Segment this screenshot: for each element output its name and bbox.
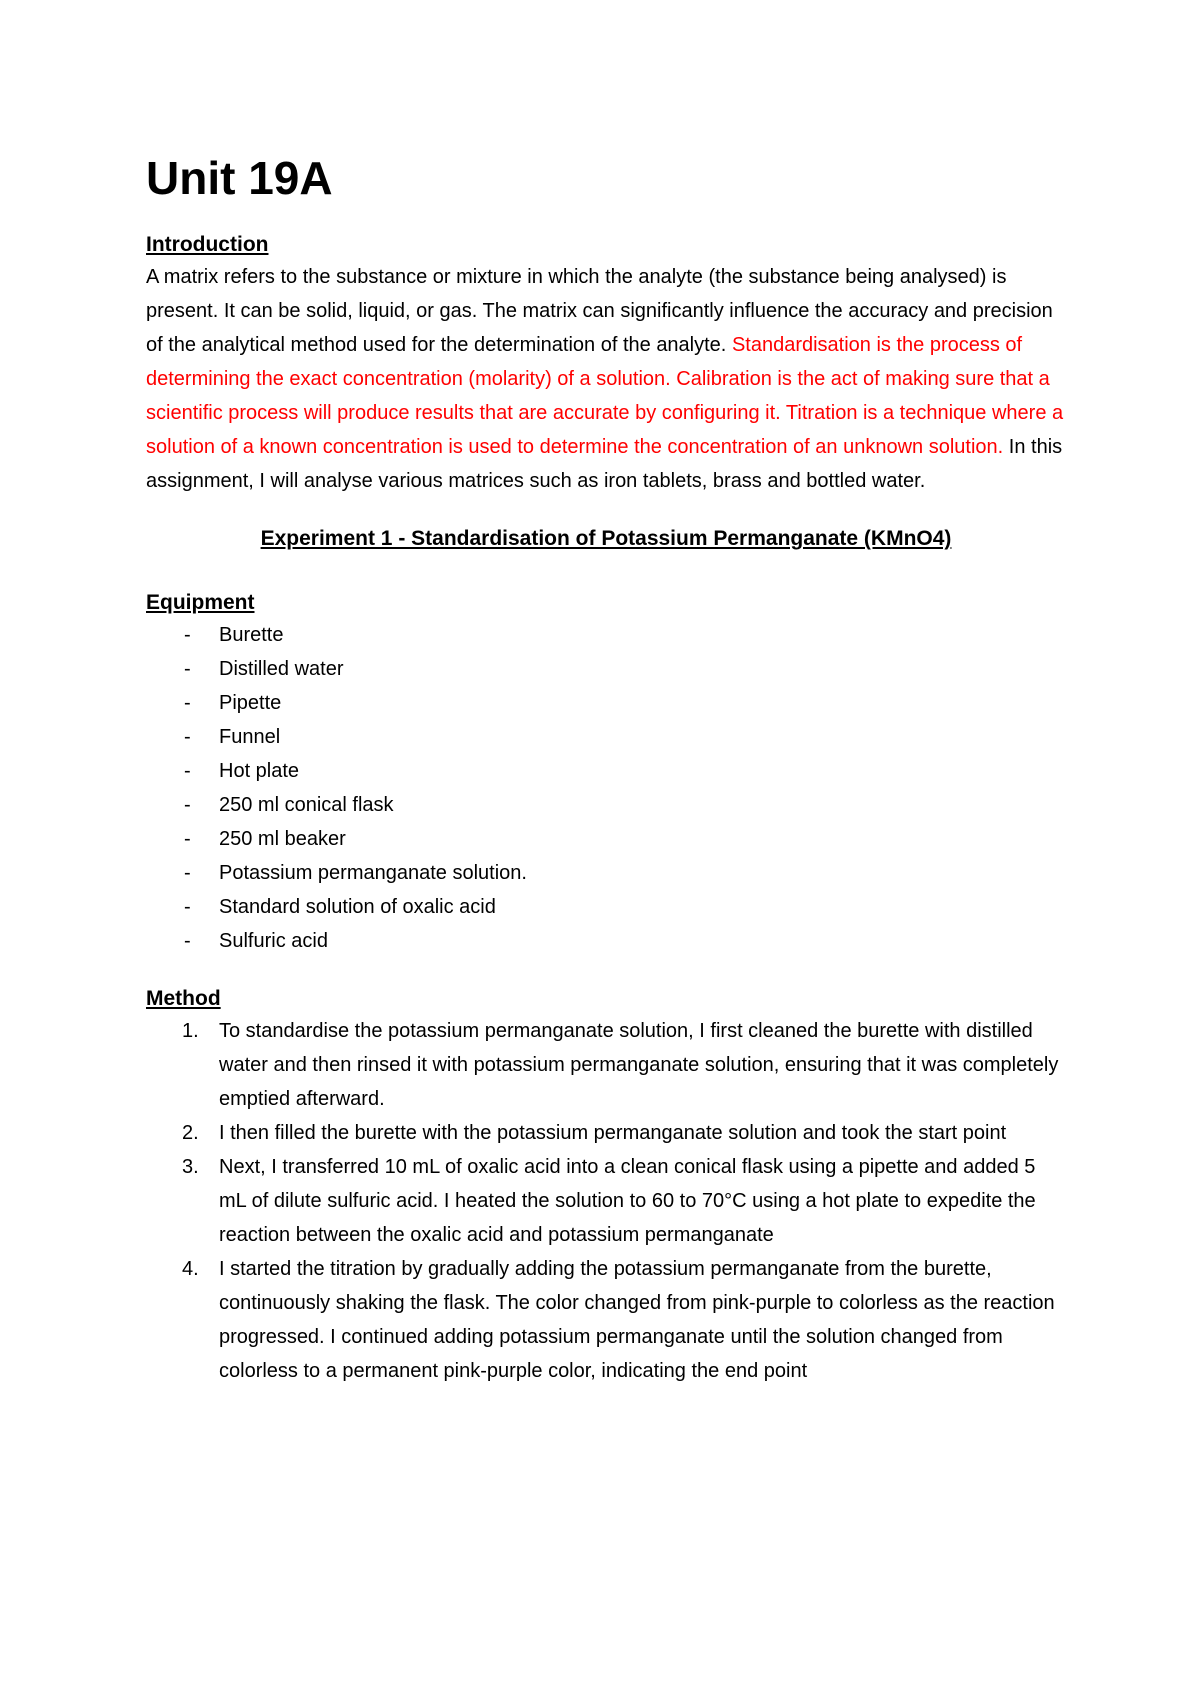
bullet-dash: - [184,624,191,646]
intro-text-part-2: In this assignment, I will analyse various matrices such as iron tablets, brass and bottled water. [146,436,1063,492]
list-item [146,1150,1066,1252]
bullet-dash: - [184,658,191,680]
list-item [146,1014,1066,1116]
step-text: To standardise the potassium permanganate solution, I first cleaned the burette with distilled water and then rinsed it with potassium permanganate solution, ensuring that it was completely emptied afterward. [219,1020,1059,1110]
equipment-item-text: Hot plate [219,760,300,782]
list-item [146,1116,1066,1150]
method-section [146,984,1066,1388]
list-item [146,856,1066,890]
method-heading: Method [146,987,221,1010]
list-item [146,890,1066,924]
bullet-dash: - [184,692,191,714]
bullet-dash: - [184,760,191,782]
step-number: 1. [182,1020,199,1042]
experiment-heading: Experiment 1 - Standardisation of Potassium Permanganate (KMnO4) [260,527,952,550]
equipment-item-text: Funnel [219,726,281,748]
list-item [146,924,1066,958]
equipment-section [146,588,1066,958]
equipment-item-text: Standard solution of oxalic acid [219,896,496,918]
bullet-dash: - [184,726,191,748]
list-item [146,754,1066,788]
bullet-dash: - [184,862,191,884]
equipment-heading: Equipment [146,591,255,614]
document-page [146,150,1066,1388]
bullet-dash: - [184,794,191,816]
equipment-item-text: Potassium permanganate solution. [219,862,527,884]
introduction-heading: Introduction [146,233,269,256]
list-item [146,788,1066,822]
step-number: 4. [182,1258,199,1280]
equipment-item-text: Sulfuric acid [219,930,328,952]
equipment-item-text: Pipette [219,692,282,714]
bullet-dash: - [184,896,191,918]
introduction-section [146,230,1066,498]
list-item [146,652,1066,686]
bullet-dash: - [184,930,191,952]
equipment-item-text: 250 ml beaker [219,828,346,850]
introduction-paragraph [146,260,1066,498]
list-item [146,1252,1066,1388]
step-number: 2. [182,1122,199,1144]
list-item [146,822,1066,856]
equipment-list [146,618,1066,958]
step-text: Next, I transferred 10 mL of oxalic acid into a clean conical flask using a pipette and added 5 mL of dilute sulfuric acid. I heated the solution to 60 to 70°C using a hot plate to expedite the reaction between the oxalic acid and potassium permanganate [219,1156,1036,1246]
list-item [146,720,1066,754]
equipment-item-text: 250 ml conical flask [219,794,394,816]
step-text: I then filled the burette with the potassium permanganate solution and took the start point [219,1122,1007,1144]
equipment-item-text: Burette [219,624,284,646]
equipment-item-text: Distilled water [219,658,344,680]
intro-text-part-1: A matrix refers to the substance or mixture in which the analyte (the substance being analysed) is present. It can be solid, liquid, or gas. The matrix can significantly influence the accuracy and precision of the analytical method used for the determination of the analyte. [146,266,1053,356]
document-title: Unit 19A [146,152,333,204]
list-item [146,618,1066,652]
intro-text-highlighted-definitions: Standardisation is the process of determining the exact concentration (molarity) of a solution. Calibration is the act of making sure that a scientific process will produce results that are accurate by configuring it. Titration is a technique where a solution of a known concentration is used to determine the concentration of an unknown solution. [146,334,1064,458]
list-item [146,686,1066,720]
method-steps-list [146,1014,1066,1388]
step-number: 3. [182,1156,199,1178]
step-text: I started the titration by gradually adding the potassium permanganate from the burette, continuously shaking the flask. The color changed from pink-purple to colorless as the reaction progressed. I continued adding potassium permanganate until the solution changed from colorless to a permanent pink-purple color, indicating the end point [219,1258,1055,1382]
bullet-dash: - [184,828,191,850]
